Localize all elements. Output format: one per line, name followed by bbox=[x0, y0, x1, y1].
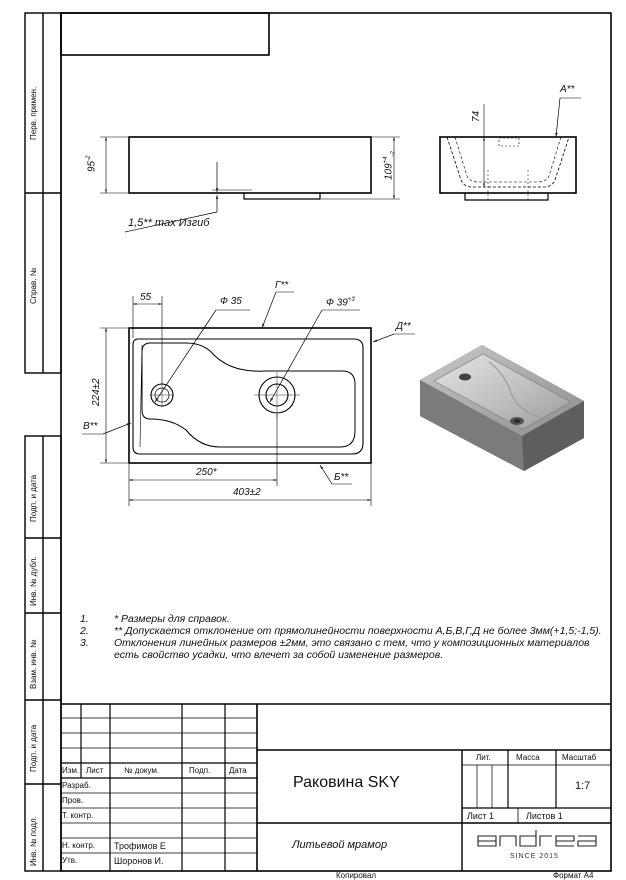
tb-sheets: Листов 1 bbox=[526, 811, 563, 821]
note-1: 1. * Размеры для справок. bbox=[80, 613, 230, 625]
dim-55-label: 55 bbox=[140, 292, 152, 303]
dim-109-label: $109^{+4}_{-2}$ bbox=[383, 151, 397, 180]
tb-role-razrab: Разраб. bbox=[62, 781, 91, 790]
dim-74-label: 74 bbox=[471, 110, 482, 122]
marker-v: В** bbox=[83, 421, 98, 432]
sidebar-inv-podl: Инв. № подл. bbox=[29, 816, 38, 866]
tb-person-n-kontr: Трофимов Е bbox=[114, 841, 166, 851]
product-name: Раковина SKY bbox=[293, 774, 400, 791]
marker-g: Г** bbox=[275, 280, 289, 291]
tb-sheet: Лист 1 bbox=[467, 811, 495, 821]
tb-role-n-kontr: Н. контр. bbox=[62, 841, 96, 850]
bend-label: 1,5** max Изгиб bbox=[128, 217, 210, 229]
dim-224-label: 224±2 bbox=[91, 378, 102, 406]
marker-d: Д** bbox=[396, 321, 411, 332]
top-view bbox=[82, 292, 415, 506]
tb-person-utv: Шоронов И. bbox=[114, 856, 164, 866]
dim-403-label: 403±2 bbox=[233, 487, 261, 498]
copied-label: Копировал bbox=[336, 871, 377, 880]
technical-notes bbox=[80, 613, 610, 661]
tb-role-t-kontr: Т. контр. bbox=[62, 811, 94, 820]
phi-35-label: Ф 35 bbox=[220, 296, 242, 307]
sidebar-inv-dubl: Инв. № дубл. bbox=[29, 556, 38, 606]
sink-3d-render bbox=[420, 345, 584, 471]
tb-lit-label: Лит. bbox=[476, 753, 491, 762]
side-view bbox=[440, 98, 581, 200]
sidebar-sprav-no: Справ. № bbox=[29, 267, 38, 304]
tb-header-izm: Изм. bbox=[62, 766, 80, 775]
format-label: Формат А4 bbox=[553, 871, 594, 880]
sidebar-vzam-inv: Взам. инв. № bbox=[29, 639, 38, 689]
sidebar-podp-data-1: Подп. и дата bbox=[29, 474, 38, 522]
tb-role-utv: Утв. bbox=[62, 856, 78, 865]
material: Литьевой мрамор bbox=[292, 839, 388, 851]
tb-scale-value: 1:7 bbox=[575, 780, 591, 792]
phi-39-label: Ф $39^{+3}$ bbox=[326, 297, 355, 309]
tb-role-prov: Пров. bbox=[62, 796, 84, 805]
logo-subtext: SINCE 2015 bbox=[510, 853, 559, 860]
marker-b: Б** bbox=[334, 472, 349, 483]
dim-95-label: $95^{-2}$ bbox=[86, 155, 98, 172]
tb-header-list: Лист bbox=[86, 766, 104, 775]
tb-header-doc-no: № докум. bbox=[124, 766, 160, 775]
tb-header-data: Дата bbox=[229, 766, 247, 775]
sidebar-podp-data-2: Подп. и дата bbox=[29, 724, 38, 772]
andrea-logo bbox=[478, 830, 596, 846]
note-2: 2. ** Допускается отклонение от прямолинейности поверхности А,Б,В,Г,Д не более 3мм(+1,5;-1,5). bbox=[80, 625, 602, 637]
tb-mass-label: Масса bbox=[516, 753, 540, 762]
marker-a: A** bbox=[560, 84, 575, 95]
dim-250-label: 250* bbox=[196, 467, 217, 478]
tb-header-podp: Подп. bbox=[189, 766, 211, 775]
note-3: 3. Отклонения линейных размеров ±2мм, это связано с тем, что у композиционных материалов есть свойство усадки, что влечет за собой изменение размеров. bbox=[80, 637, 590, 661]
tb-scale-label: Масштаб bbox=[562, 753, 597, 762]
sidebar-perv-primen: Перв. примен. bbox=[29, 86, 38, 140]
